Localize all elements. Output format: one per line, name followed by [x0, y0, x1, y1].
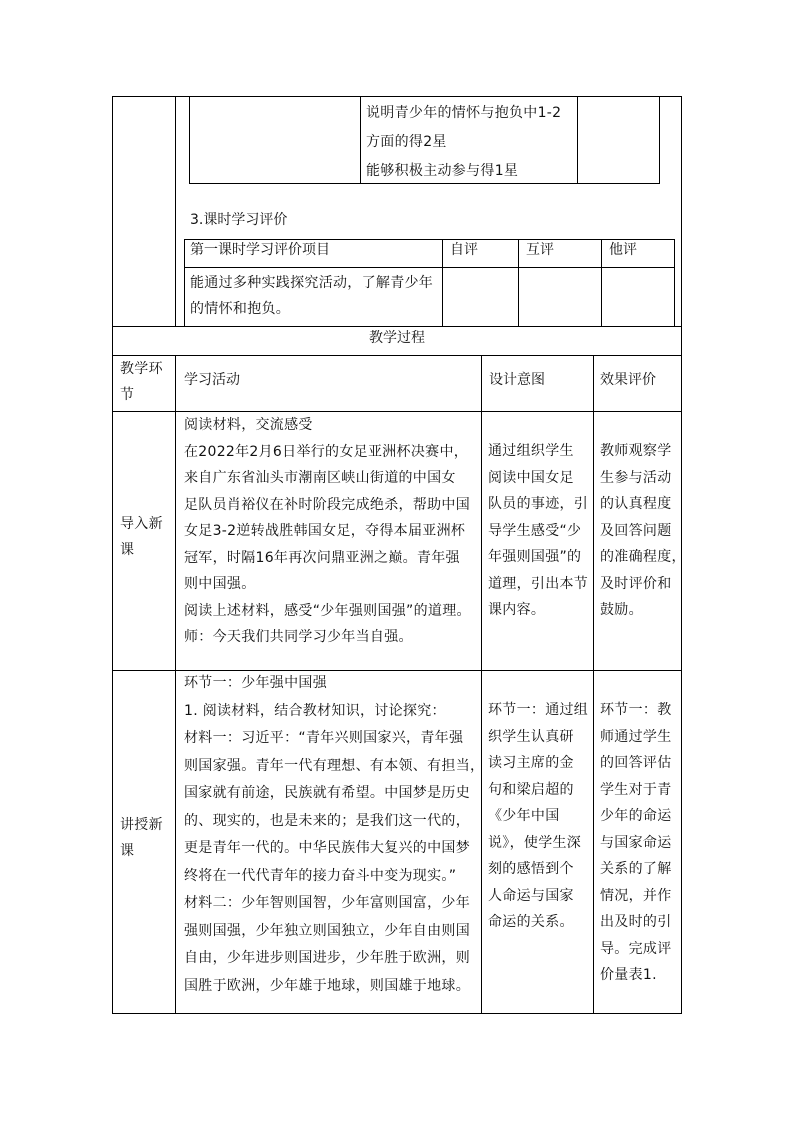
eval-header-peer: 互评	[526, 242, 554, 258]
process-title: 教学过程	[369, 330, 425, 346]
row1-activity: 阅读材料，交流感受 在2022年2月6日举行的女足亚洲杯决赛中， 来自广东省汕头市潮南区峡山街道的中国女 足队员肖裕仪在补时阶段完成绝杀，帮助中国 女足3-2逆转战胜韩国女足，夺得本届亚洲杯 冠军，时隔16年再次问鼎亚洲之巅。青年强 则中国强。 阅读上述材料，感受“少年强则国强”的道理。 师：今天我们共同学习少年当自强。	[184, 417, 471, 645]
header-effect: 效果评价	[600, 372, 656, 388]
criteria-line: 能够积极主动参与得1星	[366, 163, 519, 179]
row2-design: 环节一：通过组 织学生认真研 读习主席的金 句和梁启超的 《少年中国 说》，使学生深 刻的感悟到个 人命运与国家 命运的关系。	[488, 702, 589, 930]
process-title-bottom	[112, 355, 682, 356]
nested-table-left	[189, 96, 190, 184]
eval-row-item: 能通过多种实践探究活动，了解青少年 的情怀和抱负。	[190, 275, 434, 317]
eval-header-other: 他评	[609, 242, 637, 258]
lesson-eval-title: 3.课时学习评价	[190, 212, 288, 228]
outer-border-top	[112, 96, 682, 97]
outer-border-left	[112, 96, 113, 1014]
eval-header-self: 自评	[450, 242, 478, 258]
eval-table-col3	[601, 239, 602, 326]
nested-table-col1	[360, 96, 361, 184]
eval-table-col1	[442, 239, 443, 326]
col-divider-stage	[175, 355, 176, 1014]
row1-effect: 教师观察学 生参与活动 的认真程度 及回答问题 的准确程度， 及时评价和 鼓励。	[600, 443, 686, 618]
row2-activity: 环节一：少年强中国强 1. 阅读材料，结合教材知识，讨论探究： 材料一：习近平：“青年兴则国家兴，青年强 则国家强。青年一代有理想、有本领、有担当， 国家就有前途，民族就有希望。中国梦是历史 的、现实的，也是未来的；是我们这一代的， 更是青年一代的。中华民族伟大复兴的中国梦 终将在一代代青年的接力奋斗中变为现实。” 材料二：少年智则国智，少年富则国富，少年 强则国强，少年独立则国独立，少年自由则国 自由，少年进步则国进步，少年胜于欧洲，则 国胜于欧洲，少年雄于地球，则国雄于地球。	[184, 675, 485, 994]
eval-table-left	[184, 239, 185, 326]
eval-table-col2	[518, 239, 519, 326]
outer-border-bottom	[112, 1013, 682, 1014]
criteria-line: 方面的得2星	[366, 134, 447, 150]
row1-stage: 导入新 课	[120, 516, 163, 558]
top-left-divider	[175, 96, 176, 326]
nested-table-col2	[577, 96, 578, 184]
criteria-line: 说明青少年的情怀与抱负中1-2	[366, 105, 562, 121]
criteria-text	[366, 99, 561, 186]
row2-stage: 讲授新 课	[120, 817, 163, 859]
header-design: 设计意图	[489, 372, 545, 388]
nested-table-right	[659, 96, 660, 184]
header-activity: 学习活动	[184, 372, 240, 388]
col-divider-design	[593, 355, 594, 1014]
eval-table-right	[674, 239, 675, 326]
row2-effect: 环节一：教 师通过学生 的回答评估 学生对于青 少年的命运 与国家命运 关系的了解 情况，并作 出及时的引 导。完成评 价量表1.	[600, 702, 672, 983]
header-stage: 教学环 节	[120, 361, 163, 403]
eval-header-item: 第一课时学习评价项目	[190, 242, 330, 258]
row1-design: 通过组织学生 阅读中国女足 队员的事迹，引 导学生感受“少 年强则国强”的 道理，引出本节 课内容。	[488, 443, 589, 618]
process-title-top	[112, 326, 682, 327]
